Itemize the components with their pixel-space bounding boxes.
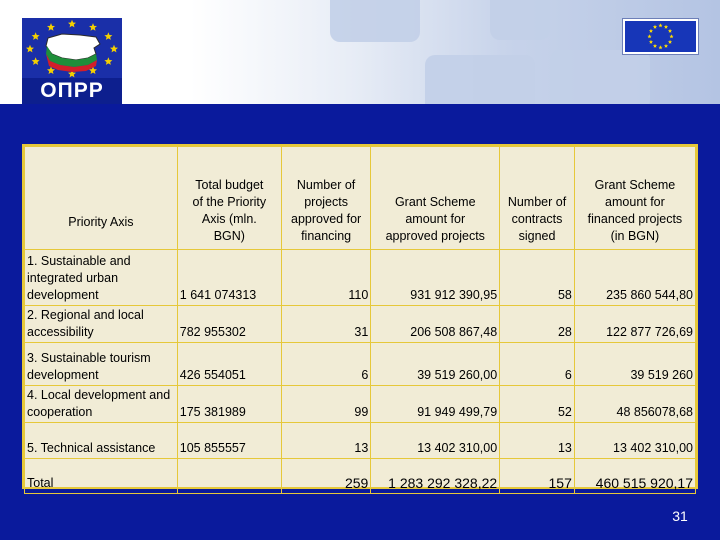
table-row — [25, 343, 696, 386]
header-line: amount for — [405, 212, 466, 226]
star-icon — [668, 40, 672, 44]
star-icon — [110, 45, 118, 53]
star-icon — [664, 44, 668, 48]
contracts-count-cell: 13 — [500, 423, 575, 459]
star-icon — [104, 57, 112, 65]
header-line: of the Priority — [192, 195, 267, 209]
column-header-contracts-signed — [500, 147, 575, 250]
slide-number: 31 — [672, 508, 688, 524]
header-line: contracts — [511, 212, 563, 226]
eu-stars-icon — [625, 21, 696, 52]
budget-cell: 426 554051 — [177, 343, 281, 386]
grant-financed-cell: 39 519 260 — [574, 343, 695, 386]
total-budget-cell — [177, 459, 281, 494]
star-icon — [647, 34, 651, 38]
logo-emblem — [22, 18, 122, 78]
star-icon — [649, 40, 653, 44]
budget-cell: 1 641 074313 — [177, 250, 281, 306]
budget-cell: 782 955302 — [177, 306, 281, 343]
contracts-count-cell: 6 — [500, 343, 575, 386]
column-header-grant-financed — [574, 147, 695, 250]
contracts-count-cell: 28 — [500, 306, 575, 343]
budget-cell: 175 381989 — [177, 386, 281, 423]
grant-financed-cell: 122 877 726,69 — [574, 306, 695, 343]
header-line: Grant Scheme — [594, 178, 676, 192]
star-icon — [47, 23, 55, 31]
column-header-projects-approved — [281, 147, 370, 250]
budget-cell: 105 855557 — [177, 423, 281, 459]
grant-financed-cell: 235 860 544,80 — [574, 250, 695, 306]
logo-text: ОПРР — [22, 78, 122, 104]
grant-approved-cell: 931 912 390,95 — [371, 250, 500, 306]
header-line: Number of — [507, 195, 567, 209]
puzzle-piece — [330, 0, 420, 42]
star-icon — [668, 29, 672, 33]
star-icon — [68, 20, 76, 28]
header-line: Total budget — [195, 178, 264, 192]
priority-axis-cell: 1. Sustainable and integrated urban development — [25, 250, 178, 306]
header-line: approved for — [291, 212, 362, 226]
star-icon — [104, 32, 112, 40]
grant-financed-cell: 13 402 310,00 — [574, 423, 695, 459]
grant-approved-cell: 39 519 260,00 — [371, 343, 500, 386]
column-header-total-budget — [177, 147, 281, 250]
column-header-priority-axis — [25, 147, 178, 250]
contracts-count-cell: 52 — [500, 386, 575, 423]
table-row — [25, 250, 696, 306]
header-band — [0, 0, 720, 104]
puzzle-piece — [490, 0, 550, 40]
table-header-row — [25, 147, 696, 250]
star-icon — [649, 29, 653, 33]
table-row — [25, 423, 696, 459]
total-grant-approved-cell: 1 283 292 328,22 — [371, 459, 500, 494]
total-contracts-cell: 157 — [500, 459, 575, 494]
table-row — [25, 306, 696, 343]
table-total-row — [25, 459, 696, 494]
eu-flag-icon — [623, 19, 698, 54]
results-table — [24, 146, 696, 494]
column-header-grant-approved — [371, 147, 500, 250]
table-row — [25, 386, 696, 423]
header-line: projects — [304, 195, 348, 209]
header-line: BGN) — [213, 229, 245, 243]
star-icon — [653, 25, 657, 29]
approved-count-cell: 99 — [281, 386, 370, 423]
header-line: approved projects — [385, 229, 485, 243]
grant-approved-cell: 206 508 867,48 — [371, 306, 500, 343]
grant-financed-cell: 48 856078,68 — [574, 386, 695, 423]
contracts-count-cell: 58 — [500, 250, 575, 306]
star-icon — [26, 45, 34, 53]
grant-approved-cell: 13 402 310,00 — [371, 423, 500, 459]
star-icon — [669, 34, 673, 38]
star-icon — [664, 25, 668, 29]
bulgaria-map-icon — [22, 18, 122, 78]
priority-axis-cell: 3. Sustainable tourism development — [25, 343, 178, 386]
header-line: Grant Scheme — [394, 195, 476, 209]
star-icon — [32, 32, 40, 40]
star-icon — [658, 45, 662, 49]
priority-axis-cell: 5. Technical assistance — [25, 423, 178, 459]
header-line: (in BGN) — [610, 229, 660, 243]
star-icon — [658, 23, 662, 27]
total-grant-financed-cell: 460 515 920,17 — [574, 459, 695, 494]
approved-count-cell: 13 — [281, 423, 370, 459]
puzzle-piece — [550, 50, 650, 104]
program-logo — [22, 18, 122, 104]
star-icon — [32, 57, 40, 65]
results-table-container — [22, 144, 698, 489]
header-line: amount for — [605, 195, 665, 209]
header-line: signed — [518, 229, 556, 243]
grant-approved-cell: 91 949 499,79 — [371, 386, 500, 423]
total-label-cell: Total — [25, 459, 178, 494]
header-line: financing — [301, 229, 352, 243]
header-line: Priority Axis — [68, 214, 134, 229]
approved-count-cell: 6 — [281, 343, 370, 386]
priority-axis-cell: 2. Regional and local accessibility — [25, 306, 178, 343]
puzzle-piece — [425, 55, 535, 104]
total-approved-cell: 259 — [281, 459, 370, 494]
star-icon — [653, 44, 657, 48]
header-line: Axis (mln. — [201, 212, 257, 226]
approved-count-cell: 31 — [281, 306, 370, 343]
star-icon — [89, 23, 97, 31]
header-line: Number of — [296, 178, 356, 192]
priority-axis-cell: 4. Local development and cooperation — [25, 386, 178, 423]
approved-count-cell: 110 — [281, 250, 370, 306]
header-line: financed projects — [587, 212, 683, 226]
